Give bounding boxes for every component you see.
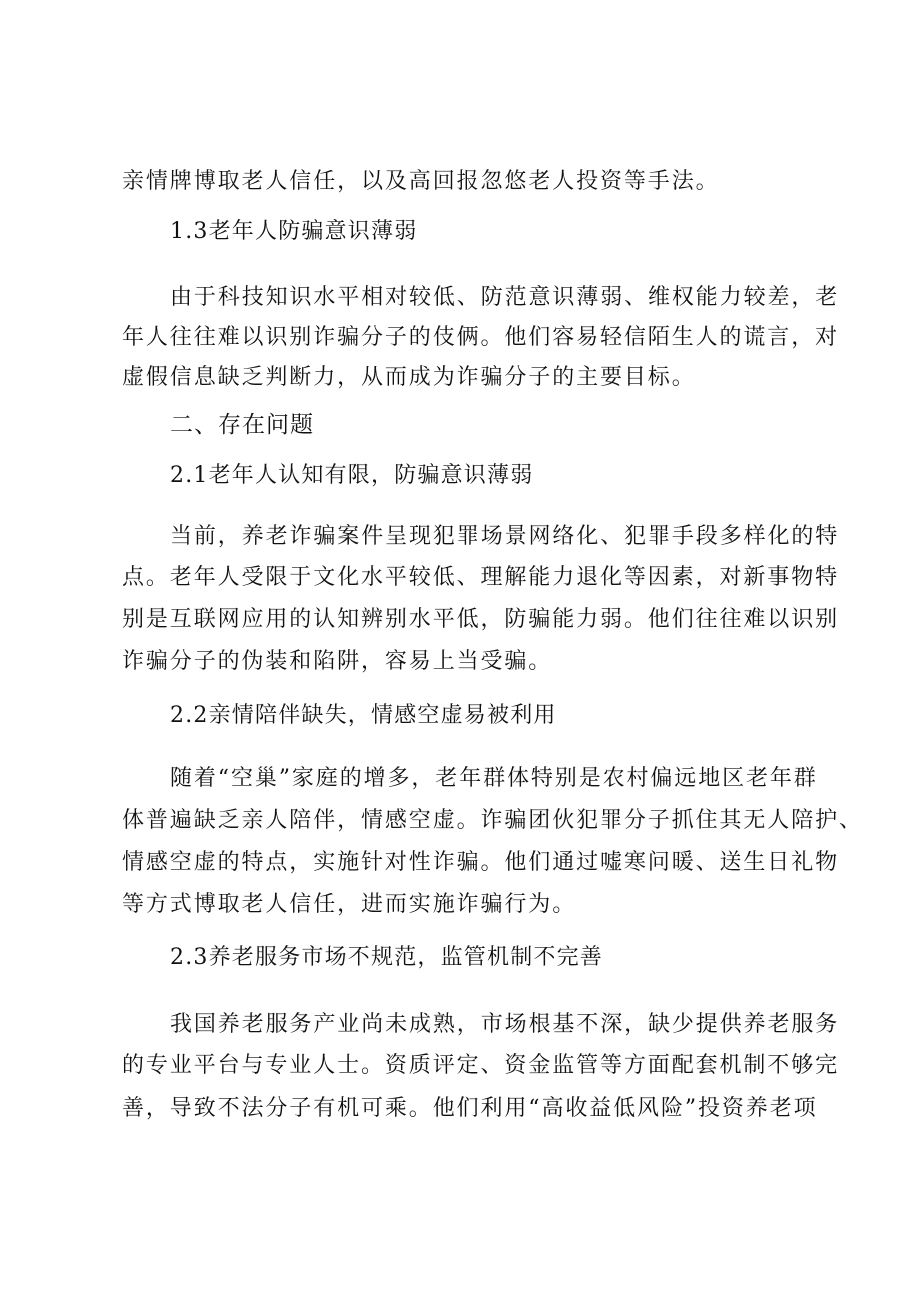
section-heading-2: 二、存在问题 — [170, 412, 314, 438]
paragraph-2-3-line: 善，导致不法分子有机可乘。他们利用“高收益低风险”投资养老项 — [122, 1096, 818, 1121]
paragraph-2-3-line: 我国养老服务产业尚未成熟，市场根基不深，缺少提供养老服务 — [170, 1012, 840, 1037]
heading-1-3: 1.3老年人防骗意识薄弱 — [170, 219, 418, 244]
paragraph-2-1-line: 别是互联网应用的认知辨别水平低，防骗能力弱。他们往往难以识别 — [122, 607, 840, 632]
heading-2-3: 2.3养老服务市场不规范，监管机制不完善 — [170, 945, 603, 970]
paragraph-2-1-line: 诈骗分子的伪装和陷阱，容易上当受骗。 — [122, 649, 553, 674]
paragraph-2-2-line: 等方式博取老人信任，进而实施诈骗行为。 — [122, 892, 577, 917]
paragraph-2-1-line: 当前，养老诈骗案件呈现犯罪场景网络化、犯罪手段多样化的特 — [170, 524, 840, 549]
paragraph-2-1-line: 点。老年人受限于文化水平较低、理解能力退化等因素，对新事物特 — [122, 565, 840, 590]
paragraph-2-2-line: 随着“空巢”家庭的增多，老年群体特别是农村偏远地区老年群 — [170, 766, 818, 791]
heading-2-2: 2.2亲情陪伴缺失，情感空虚易被利用 — [170, 703, 557, 728]
paragraph-1-3-line: 由于科技知识水平相对较低、防范意识薄弱、维权能力较差，老 — [170, 285, 840, 310]
paragraph-1-3-line: 虚假信息缺乏判断力，从而成为诈骗分子的主要目标。 — [122, 365, 696, 390]
paragraph-2-2-line: 情感空虚的特点，实施针对性诈骗。他们通过嘘寒问暖、送生日礼物 — [122, 850, 840, 875]
paragraph-continuation: 亲情牌博取老人信任，以及高回报忽悠老人投资等手法。 — [122, 169, 720, 194]
paragraph-2-3-line: 的专业平台与专业人士。资质评定、资金监管等方面配套机制不够完 — [122, 1053, 840, 1078]
paragraph-1-3-line: 年人往往难以识别诈骗分子的伎俩。他们容易轻信陌生人的谎言，对 — [122, 325, 840, 350]
paragraph-2-2-line: 体普遍缺乏亲人陪伴，情感空虚。诈骗团伙犯罪分子抓住其无人陪护、 — [122, 808, 863, 833]
heading-2-1: 2.1老年人认知有限，防骗意识薄弱 — [170, 463, 534, 488]
